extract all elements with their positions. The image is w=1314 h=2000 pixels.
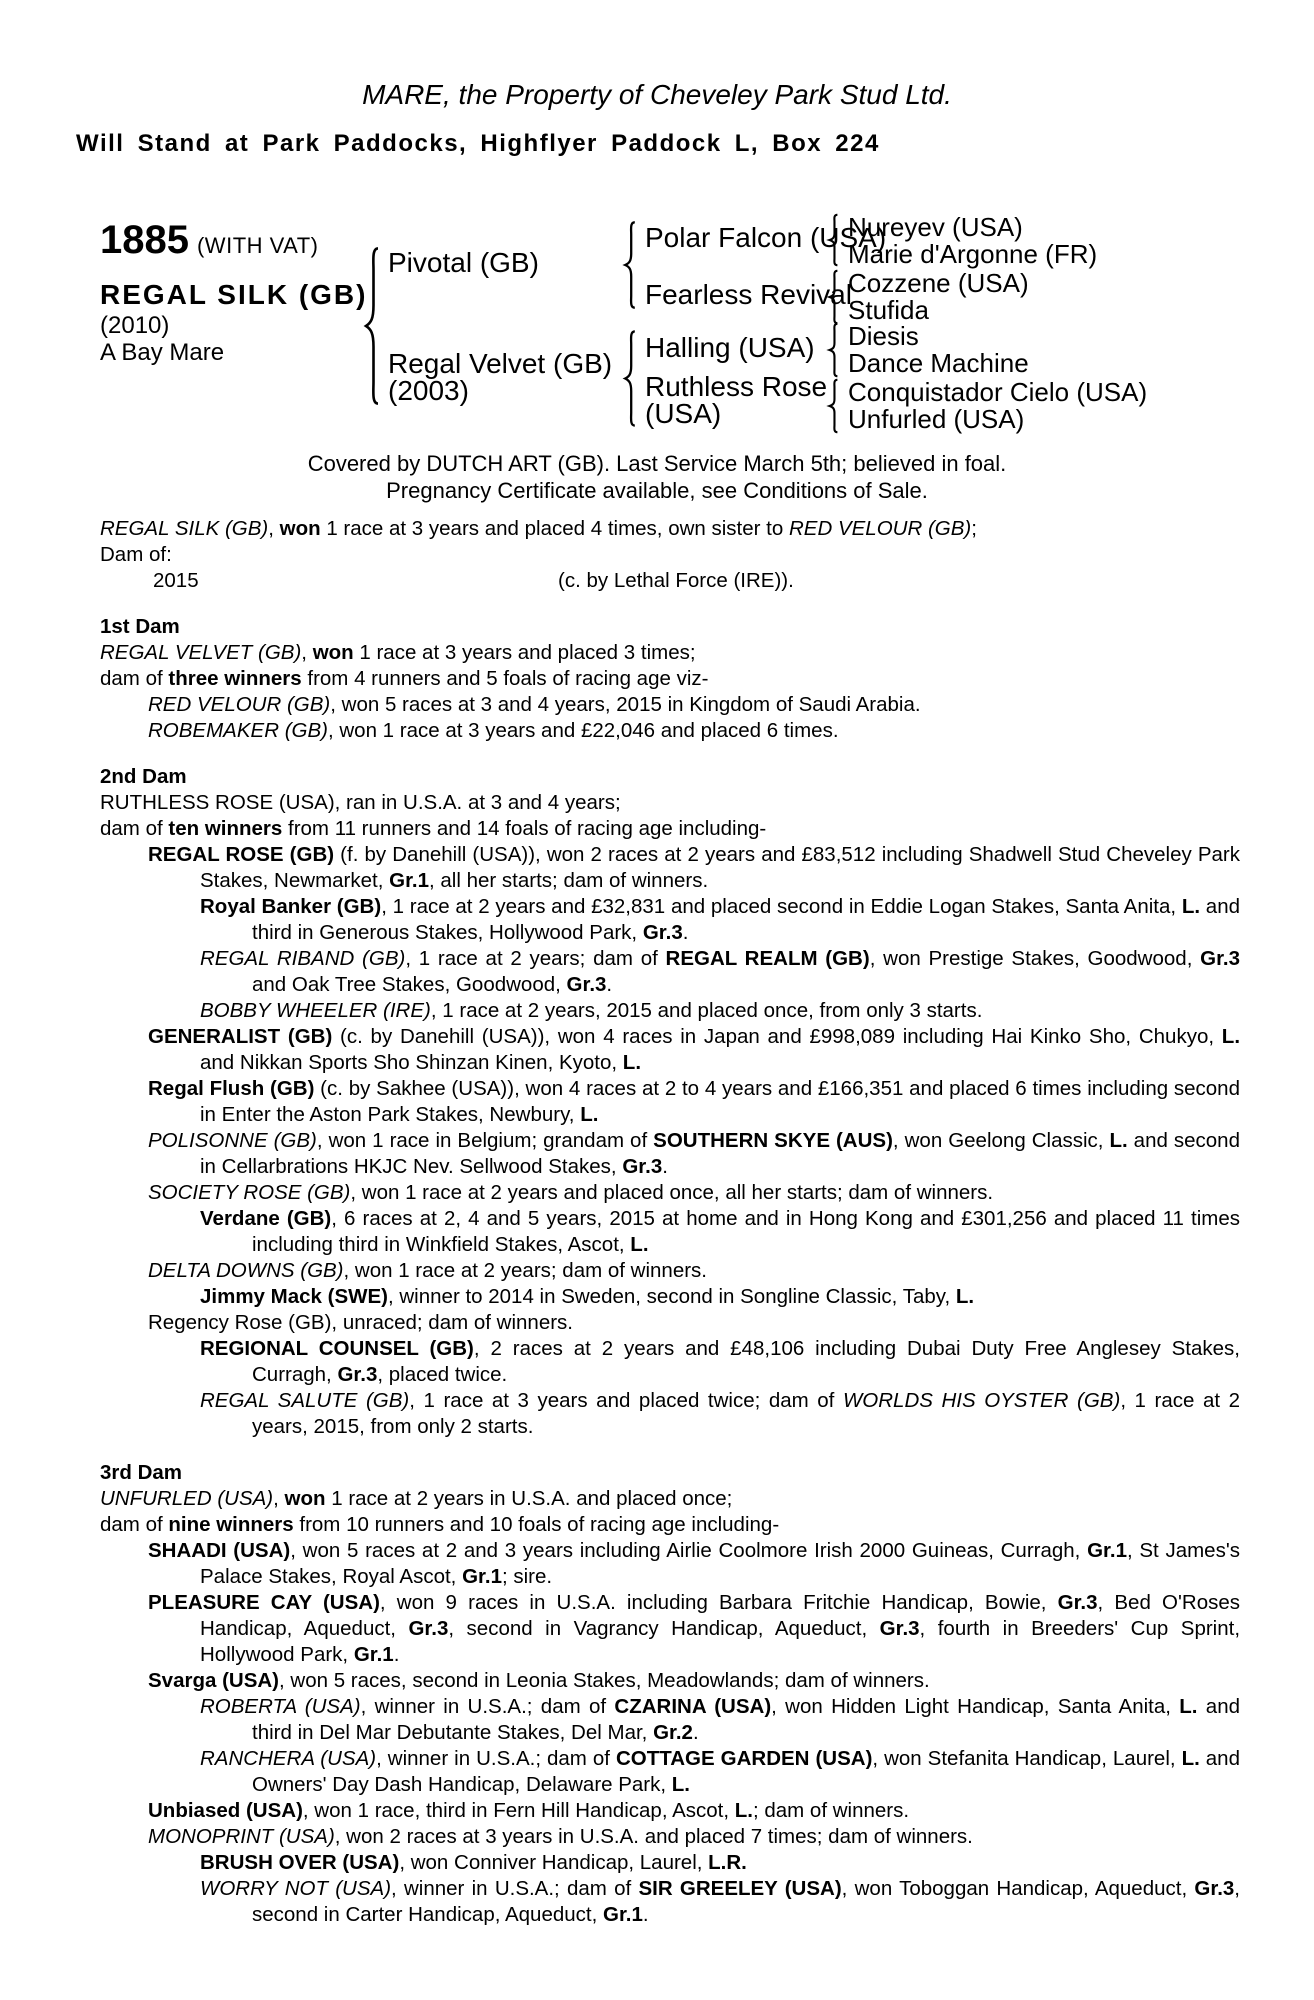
pedigree-dam: Regal Velvet (GB) bbox=[388, 348, 613, 379]
produce-note: (c. by Lethal Force (IRE)). bbox=[558, 569, 794, 592]
progeny-paragraph: GENERALIST (GB) (c. by Danehill (USA)), won 4 races in Japan and £998,089 including Hai Kinko Sho, Chukyo, L. and Nikkan Sports Sho Shinzan Kinen, Kyoto, L. bbox=[148, 1025, 1241, 1074]
pedigree-table bbox=[0, 212, 1314, 442]
progeny-paragraph: DELTA DOWNS (GB), won 1 race at 2 years; dam of winners. bbox=[148, 1259, 707, 1282]
pedigree-dam-dam: Ruthless Rose (USA) bbox=[645, 371, 828, 429]
pedigree-brace-gen1 bbox=[362, 246, 382, 406]
progeny-paragraph: RUTHLESS ROSE (USA), ran in U.S.A. at 3 and 4 years; bbox=[100, 791, 621, 814]
progeny-paragraph: REGIONAL COUNSEL (GB), 2 races at 2 years and £48,106 including Dubai Duty Free Anglesey Stakes, Curragh, Gr.3, placed twice. bbox=[200, 1337, 1240, 1386]
page-title: MARE, the Property of Cheveley Park Stud Ltd. bbox=[362, 79, 952, 110]
progeny-paragraph: POLISONNE (GB), won 1 race in Belgium; grandam of SOUTHERN SKYE (AUS), won Geelong Classic, L. and second in Cellarbrations HKJC Nev. Sellwood Stakes, Gr.3. bbox=[148, 1129, 1240, 1178]
horse-description: A Bay Mare bbox=[100, 339, 225, 366]
pedigree-brace-ss bbox=[827, 214, 840, 266]
pedigree-brace-sd bbox=[827, 270, 840, 324]
pedigree-dam-block bbox=[388, 350, 612, 404]
progeny-paragraph: SOCIETY ROSE (GB), won 1 race at 2 years and placed once, all her starts; dam of winners. bbox=[148, 1181, 994, 1204]
progeny-paragraph: RED VELOUR (GB), won 5 races at 3 and 4 years, 2015 in Kingdom of Saudi Arabia. bbox=[148, 693, 921, 716]
progeny-paragraph: RANCHERA (USA), winner in U.S.A.; dam of COTTAGE GARDEN (USA), won Stefanita Handicap, Laurel, L. and Owners' Day Dash Handicap, Delaware Park, L. bbox=[200, 1747, 1240, 1796]
progeny-paragraph: Svarga (USA), won 5 races, second in Leonia Stakes, Meadowlands; dam of winners. bbox=[148, 1669, 930, 1692]
vat-note: (WITH VAT) bbox=[196, 233, 319, 258]
progeny-paragraph: Unbiased (USA), won 1 race, third in Fern Hill Handicap, Ascot, L.; dam of winners. bbox=[148, 1799, 910, 1822]
progeny-paragraph: ROBERTA (USA), winner in U.S.A.; dam of CZARINA (USA), won Hidden Light Handicap, Santa Anita, L. and third in Del Mar Debutante Stakes, Del Mar, Gr.2. bbox=[200, 1695, 1241, 1744]
pedigree-dam-sire-dam: Dance Machine bbox=[848, 348, 1029, 378]
pedigree-sire-dam-sire: Cozzene (USA) bbox=[848, 268, 1029, 298]
progeny-paragraph: dam of ten winners from 11 runners and 14 foals of racing age including- bbox=[100, 817, 767, 840]
pedigree-sire-sire-sire: Nureyev (USA) bbox=[848, 212, 1023, 242]
progeny-paragraph: REGAL ROSE (GB) (f. by Danehill (USA)), won 2 races at 2 years and £83,512 including Shadwell Stud Cheveley Park Stakes, Newmarket, Gr.1, all her starts; dam of winners. bbox=[148, 843, 1240, 892]
pedigree-details bbox=[100, 516, 1240, 1928]
pedigree-brace-ds bbox=[827, 323, 840, 377]
pedigree-brace-sire bbox=[622, 221, 638, 309]
covering-line-1: Covered by DUTCH ART (GB). Last Service March 5th; believed in foal. bbox=[307, 451, 1007, 476]
pedigree-sire-sire-dam: Marie d'Argonne (FR) bbox=[848, 239, 1098, 269]
progeny-paragraph: PLEASURE CAY (USA), won 9 races in U.S.A. including Barbara Fritchie Handicap, Bowie, Gr.3, Bed O'Roses Handicap, Aqueduct, Gr.3, second in Vagrancy Handicap, Aqueduct, Gr.3, fourth in Breeders' Cup Sprint, Hollywood Park, Gr.1. bbox=[148, 1591, 1241, 1666]
pedigree-sire: Pivotal (GB) bbox=[388, 247, 539, 278]
covering-line-2: Pregnancy Certificate available, see Conditions of Sale. bbox=[386, 478, 928, 503]
progeny-paragraph: REGAL SILK (GB), won 1 race at 3 years and placed 4 times, own sister to RED VELOUR (GB); bbox=[100, 517, 977, 540]
progeny-paragraph: WORRY NOT (USA), winner in U.S.A.; dam of SIR GREELEY (USA), won Toboggan Handicap, Aqueduct, Gr.3, second in Carter Handicap, Aqueduct, Gr.1. bbox=[200, 1877, 1240, 1926]
pedigree-sire-dam-dam: Stufida bbox=[848, 295, 929, 325]
progeny-paragraph: ROBEMAKER (GB), won 1 race at 3 years and £22,046 and placed 6 times. bbox=[148, 719, 839, 742]
progeny-paragraph: Regal Flush (GB) (c. by Sakhee (USA)), won 4 races at 2 to 4 years and £166,351 and placed 6 times including second in Enter the Aston Park Stakes, Newbury, L. bbox=[148, 1077, 1240, 1126]
produce-year: 2015 bbox=[153, 569, 199, 592]
progeny-paragraph: Verdane (GB), 6 races at 2, 4 and 5 years, 2015 at home and in Hong Kong and £301,256 and placed 11 times including third in Winkfield Stakes, Ascot, L. bbox=[200, 1207, 1240, 1256]
progeny-paragraph: SHAADI (USA), won 5 races at 2 and 3 years including Airlie Coolmore Irish 2000 Guineas, Curragh, Gr.1, St James's Palace Stakes, Royal Ascot, Gr.1; sire. bbox=[148, 1539, 1241, 1588]
lot-number: 1885 bbox=[100, 218, 189, 262]
progeny-paragraph: Royal Banker (GB), 1 race at 2 years and £32,831 and placed second in Eddie Logan Stakes, Santa Anita, L. and third in Generous Stakes, Hollywood Park, Gr.3. bbox=[200, 895, 1240, 944]
progeny-paragraph: Regency Rose (GB), unraced; dam of winners. bbox=[148, 1311, 573, 1334]
dam-section-heading: 1st Dam bbox=[100, 615, 180, 638]
stand-location-line: Will Stand at Park Paddocks, Highflyer Paddock L, Box 224 bbox=[76, 130, 880, 157]
progeny-paragraph: REGAL VELVET (GB), won 1 race at 3 years and placed 3 times; bbox=[100, 641, 696, 664]
pedigree-brace-dd bbox=[827, 379, 840, 433]
progeny-paragraph: UNFURLED (USA), won 1 race at 2 years in U.S.A. and placed once; bbox=[100, 1487, 733, 1510]
progeny-paragraph: BRUSH OVER (USA), won Conniver Handicap, Laurel, L.R. bbox=[200, 1851, 747, 1874]
dam-section-heading: 3rd Dam bbox=[100, 1461, 183, 1484]
covering-statement bbox=[0, 450, 1314, 504]
progeny-paragraph: Jimmy Mack (SWE), winner to 2014 in Sweden, second in Songline Classic, Taby, L. bbox=[200, 1285, 975, 1308]
pedigree-dam-year: (2003) bbox=[388, 375, 469, 406]
progeny-paragraph: dam of nine winners from 10 runners and 10 foals of racing age including- bbox=[100, 1513, 780, 1536]
pedigree-dam-dam-sire: Conquistador Cielo (USA) bbox=[848, 377, 1148, 407]
lot-number-row bbox=[100, 220, 318, 260]
pedigree-sire-sire: Polar Falcon (USA) bbox=[645, 222, 887, 253]
progeny-paragraph: MONOPRINT (USA), won 2 races at 3 years in U.S.A. and placed 7 times; dam of winners. bbox=[148, 1825, 973, 1848]
pedigree-dam-sire-sire: Diesis bbox=[848, 321, 919, 351]
produce-record-row bbox=[100, 568, 1240, 594]
progeny-paragraph: BOBBY WHEELER (IRE), 1 race at 2 years, 2015 and placed once, from only 3 starts. bbox=[200, 999, 983, 1022]
pedigree-sire-dam: Fearless Revival bbox=[645, 279, 852, 310]
pedigree-brace-dam bbox=[622, 330, 638, 427]
foal-year: (2010) bbox=[100, 312, 170, 339]
progeny-paragraph: REGAL SALUTE (GB), 1 race at 3 years and placed twice; dam of WORLDS HIS OYSTER (GB), 1 race at 2 years, 2015, from only 2 starts. bbox=[200, 1389, 1240, 1438]
progeny-paragraph: Dam of: bbox=[100, 543, 172, 566]
pedigree-dam-dam-dam: Unfurled (USA) bbox=[848, 404, 1025, 434]
progeny-paragraph: REGAL RIBAND (GB), 1 race at 2 years; dam of REGAL REALM (GB), won Prestige Stakes, Goodwood, Gr.3 and Oak Tree Stakes, Goodwood, Gr.3. bbox=[200, 947, 1241, 996]
dam-section-heading: 2nd Dam bbox=[100, 765, 187, 788]
horse-name: REGAL SILK (GB) bbox=[100, 279, 368, 310]
pedigree-dam-sire: Halling (USA) bbox=[645, 332, 815, 363]
progeny-paragraph: dam of three winners from 4 runners and 5 foals of racing age viz- bbox=[100, 667, 709, 690]
